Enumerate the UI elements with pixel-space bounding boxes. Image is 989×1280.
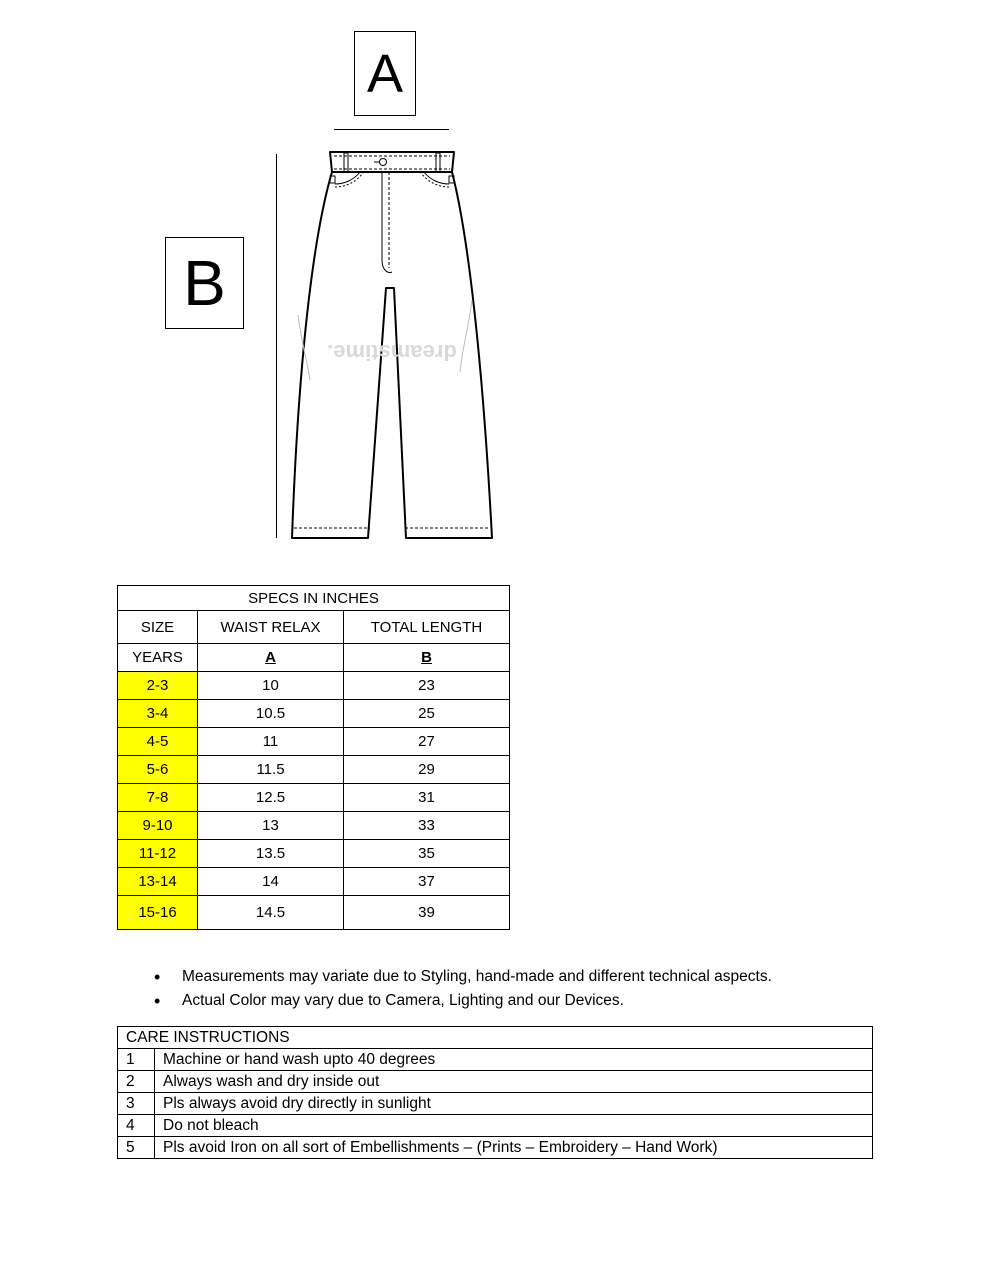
length-cell: 31 [344, 784, 510, 812]
care-text: Machine or hand wash upto 40 degrees [155, 1049, 873, 1071]
size-cell: 2-3 [118, 672, 198, 700]
waist-cell: 11.5 [198, 756, 344, 784]
subheader-years: YEARS [118, 644, 198, 672]
table-row [118, 1137, 873, 1159]
waist-cell: 13 [198, 812, 344, 840]
subheader-b-label: B [421, 649, 432, 666]
measurement-label-a: A [354, 31, 416, 116]
pants-flat-sketch [282, 140, 502, 545]
waist-cell: 10 [198, 672, 344, 700]
care-number: 2 [118, 1071, 155, 1093]
waist-cell: 14 [198, 868, 344, 896]
size-cell: 13-14 [118, 868, 198, 896]
waist-cell: 11 [198, 728, 344, 756]
length-cell: 25 [344, 700, 510, 728]
subheader-b [344, 644, 510, 672]
length-cell: 29 [344, 756, 510, 784]
waist-cell: 10.5 [198, 700, 344, 728]
table-row [118, 728, 510, 756]
care-text: Do not bleach [155, 1115, 873, 1137]
notes-list [150, 965, 772, 1013]
table-row [118, 1093, 873, 1115]
table-row [118, 1049, 873, 1071]
size-cell: 5-6 [118, 756, 198, 784]
care-title: CARE INSTRUCTIONS [118, 1027, 873, 1049]
length-cell: 27 [344, 728, 510, 756]
waist-cell: 14.5 [198, 896, 344, 930]
length-measure-line [276, 154, 277, 538]
care-title-row [118, 1027, 873, 1049]
care-number: 4 [118, 1115, 155, 1137]
header-size: SIZE [118, 611, 198, 644]
care-instructions-table [117, 1026, 873, 1159]
size-cell: 3-4 [118, 700, 198, 728]
list-item: • Actual Color may vary due to Camera, Lighting and our Devices. [150, 989, 772, 1013]
list-item: • Measurements may variate due to Styling, hand-made and different technical aspects. [150, 965, 772, 989]
table-row [118, 756, 510, 784]
size-cell: 11-12 [118, 840, 198, 868]
length-cell: 23 [344, 672, 510, 700]
length-cell: 35 [344, 840, 510, 868]
care-text: Pls avoid Iron on all sort of Embellishments – (Prints – Embroidery – Hand Work) [155, 1137, 873, 1159]
table-row [118, 896, 510, 930]
length-cell: 39 [344, 896, 510, 930]
subheader-a-label: A [265, 649, 276, 666]
table-row [118, 672, 510, 700]
specs-title: SPECS IN INCHES [118, 586, 510, 611]
size-cell: 4-5 [118, 728, 198, 756]
waist-cell: 13.5 [198, 840, 344, 868]
length-cell: 33 [344, 812, 510, 840]
length-cell: 37 [344, 868, 510, 896]
care-number: 3 [118, 1093, 155, 1115]
size-cell: 9-10 [118, 812, 198, 840]
care-number: 1 [118, 1049, 155, 1071]
care-text: Always wash and dry inside out [155, 1071, 873, 1093]
care-number: 5 [118, 1137, 155, 1159]
specs-table [117, 585, 510, 930]
table-row [118, 868, 510, 896]
table-row [118, 1115, 873, 1137]
waist-cell: 12.5 [198, 784, 344, 812]
measurement-label-b: B [165, 237, 244, 329]
table-row [118, 784, 510, 812]
table-row [118, 840, 510, 868]
header-waist-relax: WAIST RELAX [198, 611, 344, 644]
specs-subheader-row [118, 644, 510, 672]
subheader-a [198, 644, 344, 672]
waist-measure-line [334, 129, 449, 130]
specs-title-row [118, 586, 510, 611]
table-row [118, 700, 510, 728]
specs-header-row [118, 611, 510, 644]
table-row [118, 1071, 873, 1093]
header-total-length: TOTAL LENGTH [344, 611, 510, 644]
table-row [118, 812, 510, 840]
watermark: dreamstime. [327, 340, 457, 365]
size-cell: 7-8 [118, 784, 198, 812]
care-text: Pls always avoid dry directly in sunlight [155, 1093, 873, 1115]
size-cell: 15-16 [118, 896, 198, 930]
